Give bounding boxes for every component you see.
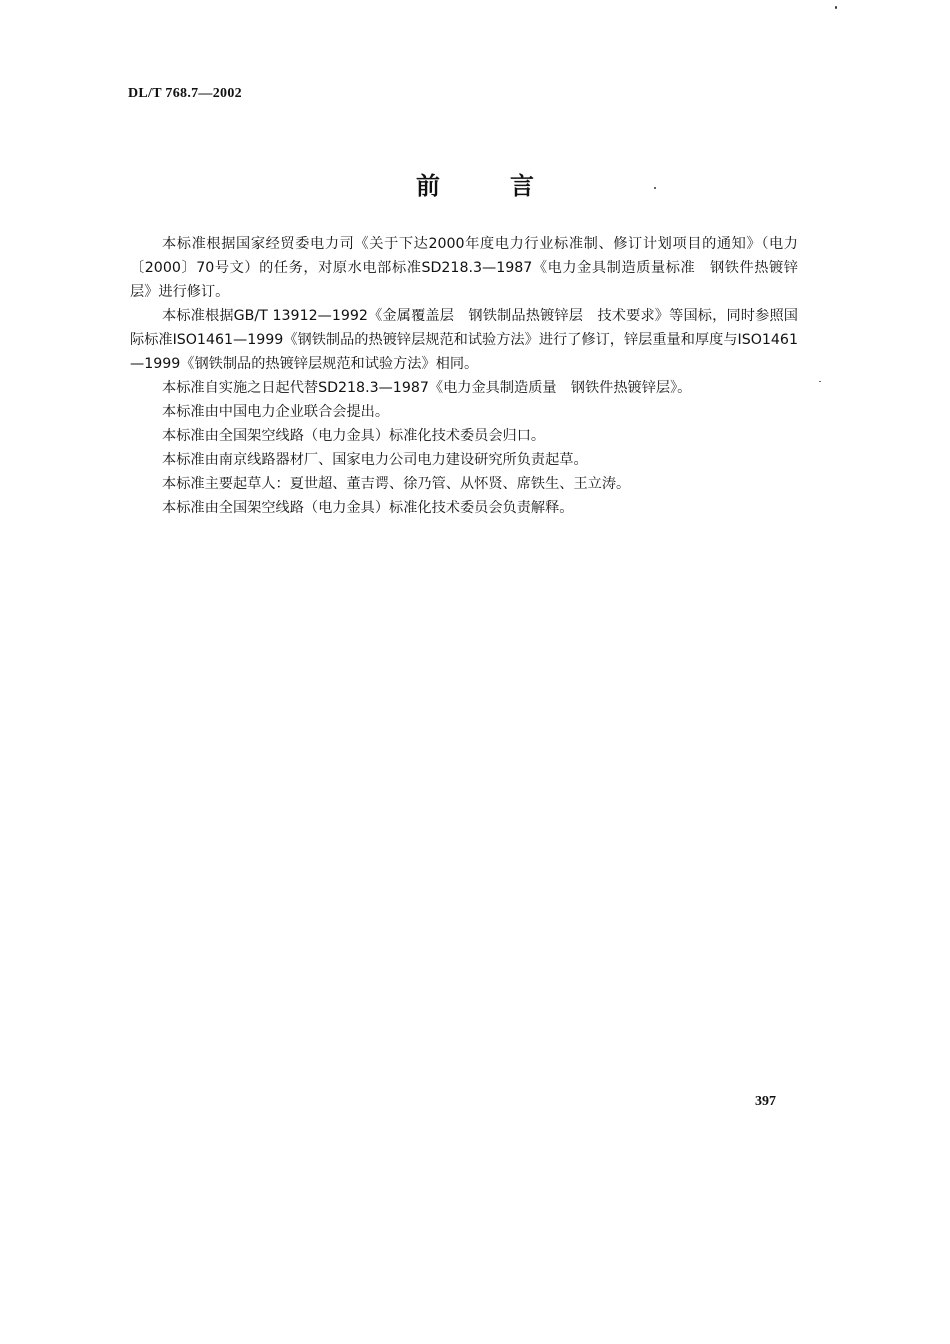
foreword-body: [130, 232, 798, 520]
paragraph-7: 本标准主要起草人：夏世超、董吉谔、徐乃管、从怀贤、席铁生、王立涛。: [162, 476, 631, 492]
paragraph-8: 本标准由全国架空线路（电力金具）标准化技术委员会负责解释。: [162, 500, 574, 516]
scan-speck: [654, 187, 656, 189]
page-number: 397: [755, 1094, 776, 1109]
paragraph-2: 本标准根据GB/T 13912—1992《金属覆盖层 钢铁制品热镀锌层 技术要求》等国标，同时参照国际标准ISO1461—1999《钢铁制品的热镀锌层规范和试验方法》进行了修订，锌层重量和厚度与ISO1461—1999《钢铁制品的热镀锌层规范和试验方法》相同。: [130, 308, 798, 372]
page-title: 前言: [416, 172, 604, 200]
scan-speck: [835, 6, 837, 9]
paragraph-6: 本标准由南京线路器材厂、国家电力公司电力建设研究所负责起草。: [162, 452, 588, 468]
paragraph-3: 本标准自实施之日起代替SD218.3—1987《电力金具制造质量 钢铁件热镀锌层》。: [162, 380, 692, 396]
scan-speck: [819, 381, 821, 382]
standard-code: DL/T 768.7—2002: [128, 86, 242, 101]
paragraph-1: 本标准根据国家经贸委电力司《关于下达2000年度电力行业标准制、修订计划项目的通知》（电力〔2000〕70号文）的任务，对原水电部标准SD218.3—1987《电力金具制造质量标准 钢铁件热镀锌层》进行修订。: [130, 236, 798, 300]
paragraph-4: 本标准由中国电力企业联合会提出。: [162, 404, 390, 420]
paragraph-5: 本标准由全国架空线路（电力金具）标准化技术委员会归口。: [162, 428, 546, 444]
